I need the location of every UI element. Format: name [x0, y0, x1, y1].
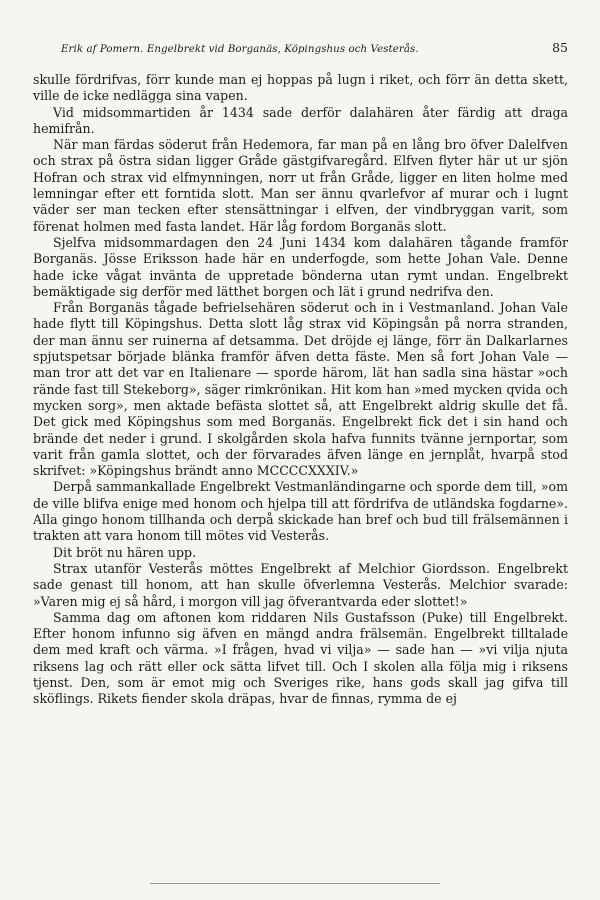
body-text [33, 72, 568, 708]
paragraph: Vid midsommartiden år 1434 sade derför dalahären åter färdig att draga hemifrån. [33, 104, 568, 136]
page-number: 85 [552, 40, 568, 55]
paragraph: skulle fördrifvas, förr kunde man ej hoppas på lugn i riket, och förr än detta skett, ville de icke nedlägga sina vapen. [33, 72, 568, 104]
paragraph: Strax utanför Vesterås möttes Engelbrekt af Melchior Giordsson. Engelbrekt sade genast till honom, att han skulle öfverlemna Vesterås. Melchior svarade: »Varen mig ej så hård, i morgon vill jag öfverantvarda eder slottet!» [33, 560, 568, 609]
running-title: Erik af Pomern. Engelbrekt vid Borganäs, Köpingshus och Vesterås. [61, 44, 419, 55]
footer-divider [150, 883, 440, 884]
book-page [33, 40, 568, 708]
paragraph: Samma dag om aftonen kom riddaren Nils Gustafsson (Puke) till Engelbrekt. Efter honom infunno sig äfven en mängd andra frälsemän. Engelbrekt tilltalade dem med kraft och värma. »I frågen, hvad vi vilja» — sade han — »vi vilja njuta riksens lag och rätt eller ock sätta lifvet till. Och I skolen alla följa mig i riksens tjenst. Den, som är emot mig och Sveriges rike, hans gods skall jag gifva till sköflings. Rikets fiender skola dräpas, hvar de finnas, rymma de ej [33, 609, 568, 707]
paragraph: Dit bröt nu hären upp. [53, 544, 197, 560]
paragraph: När man färdas söderut från Hedemora, far man på en lång bro öfver Dalelfven och strax på östra sidan ligger Gråde gästgifvaregård. Elfven flyter här ut ur sjön Hofran och strax vid elfmynningen, norr ut från Gråde, ligger en liten holme med lemningar efter ett forntida slott. Man ser ännu qvarlefvor af murar och i lugnt väder ser man tecken efter stensättningar i elfven, der vindbryggan varit, som förenat holmen med fasta landet. Här låg fordom Borganäs slott. [33, 137, 568, 234]
paragraph: Från Borganäs tågade befrielsehären söderut och in i Vestmanland. Johan Vale hade flytt till Köpingshus. Detta slott låg strax vid Köpingsån på norra stranden, der man ännu ser ruinerna af detsamma. Det dröjde ej länge, förr än Dalkarlarnes spjutspetsar började blänka framför äfven detta fäste. Men så fort Johan Vale — man tror att det var en Italienare — sporde härom, lät han sadla sina hästar »och rände fast till Stekeborg», säger rimkrönikan. Hit kom han »med mycken qvida och mycken sorg», men aktade befästa slottet så, att Engelbrekt aldrig skulle det få. Det gick med Köpingshus som med Borganäs. Engelbrekt fick det i sin hand och brände det neder i grund. I skolgården skola hafva funnits tvänne jernportar, som varit från gamla slottet, och der förvarades äfven länge en jernplåt, hvarpå stod skrifvet: »Köpingshus brändt anno MCCCCXXXIV.» [33, 300, 568, 479]
running-header [33, 40, 568, 64]
paragraph: Sjelfva midsommardagen den 24 Juni 1434 kom dalahären tågande framför Borganäs. Jösse Eriksson hade här en underfogde, som hette Johan Vale. Denne hade icke vågat invänta de uppretade bönderna utan rymt undan. Engelbrekt bemäktigade sig derför med lätthet borgen och lät i grund nedrifva den. [33, 234, 568, 299]
paragraph: Derpå sammankallade Engelbrekt Vestmanländingarne och sporde dem till, »om de ville blifva enige med honom och hjelpa till att fördrifva de utländska fogdarne». Alla gingo honom tillhanda och derpå skickade han bref och bud till frälsemännen i trakten att vara honom till mötes vid Vesterås. [33, 479, 568, 544]
